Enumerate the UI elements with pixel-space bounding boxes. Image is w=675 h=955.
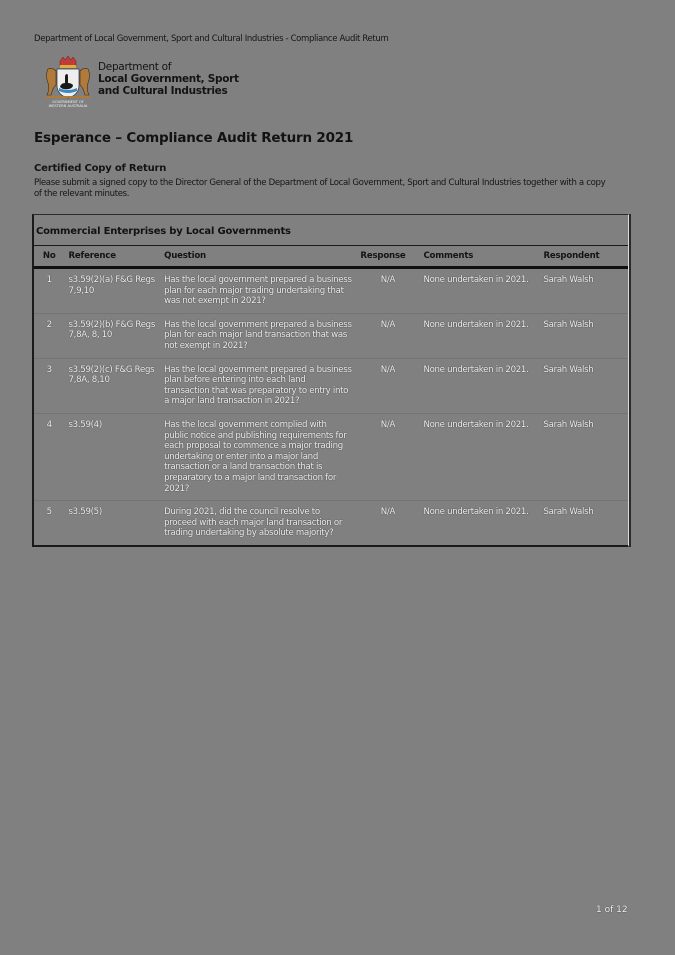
logo-line-2: Local Government, Sport — [98, 73, 239, 85]
row-comments: None undertaken in 2021. — [419, 358, 539, 413]
row-response: N/A — [356, 268, 419, 314]
row-reference: s3.59(5) — [68, 507, 102, 518]
row-no: 4 — [34, 413, 65, 500]
row-respondent: Sarah Walsh — [539, 413, 628, 500]
row-question: Has the local government prepared a business plan for each major land transaction that was not exempt in 2021? — [160, 313, 356, 358]
department-logo — [40, 55, 239, 107]
logo-line-1: Department of — [98, 61, 172, 73]
row-no: 2 — [34, 313, 65, 358]
row-comments: None undertaken in 2021. — [419, 313, 539, 358]
logo-line-3: and Cultural Industries — [98, 85, 228, 97]
row-no: 5 — [46, 507, 52, 518]
row-reference: s3.59(2)(b) F&G Regs 7,8A, 8, 10 — [65, 313, 161, 358]
row-respondent: Sarah Walsh — [539, 358, 628, 413]
table-row — [34, 358, 628, 413]
row-response: N/A — [380, 507, 396, 518]
section-title: Commercial Enterprises by Local Governments — [34, 215, 628, 246]
compliance-table — [34, 246, 628, 545]
row-reference: s3.59(2)(c) F&G Regs 7,8A, 8,10 — [65, 358, 161, 413]
row-comments: None undertaken in 2021. — [423, 507, 529, 518]
row-question: Has the local government prepared a business plan for each major trading undertaking that was not exempt in 2021? — [160, 268, 356, 314]
column-header-response: Response — [356, 246, 419, 268]
page-title: Esperance – Compliance Audit Return 2021 — [34, 130, 354, 146]
row-response: N/A — [356, 358, 419, 413]
column-header-respondent: Respondent — [539, 246, 628, 268]
page-number: 1 of 12 — [596, 905, 628, 915]
table-row — [34, 268, 628, 314]
row-response: N/A — [356, 413, 419, 500]
column-header-reference: Reference — [65, 246, 161, 268]
department-name — [98, 61, 239, 97]
column-header-no: No — [34, 246, 65, 268]
svg-text:GOVERNMENT OF: GOVERNMENT OF — [52, 100, 84, 104]
row-no: 1 — [34, 268, 65, 314]
submission-instructions: Please submit a signed copy to the Director General of the Department of Local Government, Sport and Cultural Industries together with a copy of the relevant minutes. — [34, 178, 606, 199]
svg-text:WESTERN AUSTRALIA: WESTERN AUSTRALIA — [48, 104, 88, 107]
column-header-question: Question — [160, 246, 356, 268]
row-question: During 2021, did the council resolve to proceed with each major land transaction or trading undertaking by absolute majority? — [164, 507, 343, 539]
table-row — [34, 413, 628, 500]
row-reference: s3.59(4) — [65, 413, 161, 500]
wa-government-crest-icon — [40, 55, 96, 107]
row-comments: None undertaken in 2021. — [419, 268, 539, 314]
table-row — [34, 313, 628, 358]
row-question: Has the local government complied with public notice and publishing requirements for each proposal to commence a major trading undertaking or enter into a major land transaction or a land transaction that is preparatory to a major land transaction for 2021? — [160, 413, 356, 500]
column-header-comments: Comments — [419, 246, 539, 268]
row-comments: None undertaken in 2021. — [419, 413, 539, 500]
row-question: Has the local government prepared a business plan before entering into each land transaction that was preparatory to entry into a major land transaction in 2021? — [160, 358, 356, 413]
table-row — [34, 501, 628, 545]
row-respondent: Sarah Walsh — [543, 507, 594, 518]
certified-copy-heading: Certified Copy of Return — [34, 163, 167, 174]
row-reference: s3.59(2)(a) F&G Regs 7,9,10 — [65, 268, 161, 314]
row-respondent: Sarah Walsh — [539, 268, 628, 314]
running-header: Department of Local Government, Sport and Cultural Industries - Compliance Audit Return — [34, 34, 389, 44]
table-header-row — [34, 246, 628, 268]
row-no: 3 — [34, 358, 65, 413]
commercial-enterprises-section — [32, 214, 629, 547]
row-response: N/A — [356, 313, 419, 358]
row-respondent: Sarah Walsh — [539, 313, 628, 358]
